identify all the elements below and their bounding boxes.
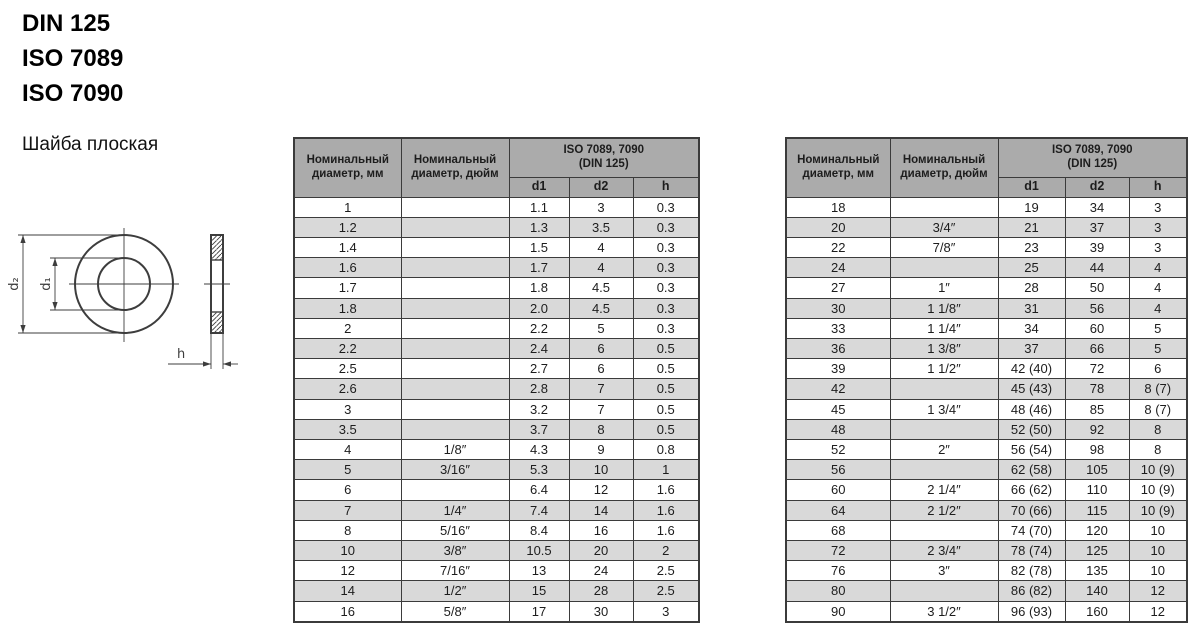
table-row	[786, 379, 1187, 399]
table-cell: 1/4″	[401, 500, 509, 520]
table-cell: 0.3	[633, 237, 699, 257]
col-header-h: h	[633, 177, 699, 197]
table-cell: 5	[1129, 318, 1187, 338]
table-cell: 1.6	[633, 520, 699, 540]
table-cell: 2	[633, 540, 699, 560]
table-cell	[401, 379, 509, 399]
table-cell: 135	[1065, 561, 1129, 581]
table-row	[294, 278, 699, 298]
table-cell: 52 (50)	[998, 419, 1065, 439]
table-cell: 110	[1065, 480, 1129, 500]
table-cell: 2.0	[509, 298, 569, 318]
table-cell: 10 (9)	[1129, 500, 1187, 520]
table-cell: 8 (7)	[1129, 379, 1187, 399]
table-row	[294, 561, 699, 581]
table-cell: 2.4	[509, 338, 569, 358]
table-cell: 6.4	[509, 480, 569, 500]
table-row	[294, 480, 699, 500]
washer-dimensions-table-large-sizes	[785, 137, 1188, 623]
table-cell: 56	[786, 460, 890, 480]
table-cell: 1.7	[509, 258, 569, 278]
table-cell: 4	[294, 439, 401, 459]
table-cell: 37	[998, 338, 1065, 358]
table-cell: 1.5	[509, 237, 569, 257]
d1-label: d₁	[39, 277, 54, 291]
table-cell: 66	[1065, 338, 1129, 358]
table-cell: 20	[786, 217, 890, 237]
table-row	[786, 197, 1187, 217]
table-cell: 10	[1129, 561, 1187, 581]
table-row	[294, 520, 699, 540]
table-cell: 2.2	[294, 338, 401, 358]
table-cell: 7/16″	[401, 561, 509, 581]
col-header-nominal-inch: Номинальный диаметр, дюйм	[401, 138, 509, 197]
table-cell: 1 1/8″	[890, 298, 998, 318]
table-cell: 2.5	[633, 581, 699, 601]
table-cell: 92	[1065, 419, 1129, 439]
table-row	[786, 278, 1187, 298]
table-cell: 8	[294, 520, 401, 540]
table-cell: 1	[633, 460, 699, 480]
table-cell: 4	[1129, 258, 1187, 278]
table-cell	[401, 419, 509, 439]
table-cell: 1/2″	[401, 581, 509, 601]
table-cell: 15	[509, 581, 569, 601]
table-cell: 3.5	[569, 217, 633, 237]
table-cell	[401, 237, 509, 257]
table-cell: 16	[569, 520, 633, 540]
hatch-bottom	[211, 312, 223, 333]
table-cell: 24	[786, 258, 890, 278]
table-cell: 4	[1129, 298, 1187, 318]
table-cell: 36	[786, 338, 890, 358]
table-cell: 1 3/8″	[890, 338, 998, 358]
table-cell: 2 3/4″	[890, 540, 998, 560]
col-header-nominal-mm: Номинальный диаметр, мм	[294, 138, 401, 197]
col-header-d1: d1	[998, 177, 1065, 197]
table-cell: 3	[569, 197, 633, 217]
table-row	[294, 500, 699, 520]
table-cell: 17	[509, 601, 569, 622]
table-row	[294, 359, 699, 379]
table-cell: 42	[786, 379, 890, 399]
table-cell: 60	[786, 480, 890, 500]
table-row	[786, 460, 1187, 480]
table-cell: 70 (66)	[998, 500, 1065, 520]
table-cell: 105	[1065, 460, 1129, 480]
table-row	[786, 480, 1187, 500]
table-cell: 6	[1129, 359, 1187, 379]
table-cell: 66 (62)	[998, 480, 1065, 500]
table-cell	[890, 520, 998, 540]
table-cell: 4	[569, 258, 633, 278]
table-cell: 12	[1129, 581, 1187, 601]
table-row	[786, 399, 1187, 419]
table-cell: 6	[294, 480, 401, 500]
table-cell: 18	[786, 197, 890, 217]
table-cell	[401, 258, 509, 278]
table-cell: 10	[569, 460, 633, 480]
table-cell	[890, 379, 998, 399]
table-cell: 3/4″	[890, 217, 998, 237]
table-cell	[401, 318, 509, 338]
table-cell	[401, 480, 509, 500]
data-table	[293, 137, 700, 623]
table-cell: 20	[569, 540, 633, 560]
standards-title-block	[22, 6, 123, 111]
table-cell: 72	[1065, 359, 1129, 379]
table-cell: 64	[786, 500, 890, 520]
table-cell: 2.7	[509, 359, 569, 379]
table-cell: 125	[1065, 540, 1129, 560]
col-header-nominal-inch: Номинальный диаметр, дюйм	[890, 138, 998, 197]
table-row	[294, 540, 699, 560]
table-cell: 8	[1129, 439, 1187, 459]
table-row	[294, 601, 699, 622]
table-cell: 5.3	[509, 460, 569, 480]
table-cell: 0.5	[633, 338, 699, 358]
table-cell: 62 (58)	[998, 460, 1065, 480]
table-row	[786, 500, 1187, 520]
table-cell: 19	[998, 197, 1065, 217]
iso-group-line1: ISO 7089, 7090	[563, 144, 645, 157]
table-cell: 10	[294, 540, 401, 560]
table-body	[786, 197, 1187, 622]
col-header-d2: d2	[569, 177, 633, 197]
table-cell: 7	[569, 399, 633, 419]
table-cell: 2 1/2″	[890, 500, 998, 520]
table-row	[786, 258, 1187, 278]
table-cell: 1	[294, 197, 401, 217]
table-cell: 2	[294, 318, 401, 338]
table-cell: 16	[294, 601, 401, 622]
table-cell: 13	[509, 561, 569, 581]
table-cell: 10	[1129, 520, 1187, 540]
table-cell: 21	[998, 217, 1065, 237]
table-row	[294, 217, 699, 237]
d2-label: d₂	[7, 277, 22, 291]
washer-front-view	[69, 228, 179, 342]
table-row	[786, 561, 1187, 581]
table-cell: 1.6	[633, 480, 699, 500]
table-cell: 25	[998, 258, 1065, 278]
table-cell: 50	[1065, 278, 1129, 298]
table-cell: 37	[1065, 217, 1129, 237]
table-cell: 6	[569, 359, 633, 379]
table-cell: 1.6	[633, 500, 699, 520]
table-cell	[401, 278, 509, 298]
table-cell: 2.8	[509, 379, 569, 399]
table-cell: 33	[786, 318, 890, 338]
table-cell: 3	[1129, 217, 1187, 237]
table-cell: 80	[786, 581, 890, 601]
table-cell: 5/16″	[401, 520, 509, 540]
table-row	[294, 460, 699, 480]
table-cell: 9	[569, 439, 633, 459]
table-row	[786, 298, 1187, 318]
table-cell: 0.3	[633, 298, 699, 318]
table-cell: 3	[294, 399, 401, 419]
table-cell: 6	[569, 338, 633, 358]
table-cell: 2.2	[509, 318, 569, 338]
table-row	[294, 318, 699, 338]
table-row	[786, 419, 1187, 439]
table-cell	[890, 197, 998, 217]
table-cell: 74 (70)	[998, 520, 1065, 540]
table-row	[786, 318, 1187, 338]
table-cell: 1 1/2″	[890, 359, 998, 379]
dimension-h	[168, 333, 238, 369]
table-cell: 14	[569, 500, 633, 520]
table-cell: 0.3	[633, 217, 699, 237]
table-row	[294, 399, 699, 419]
table-cell: 140	[1065, 581, 1129, 601]
table-cell	[890, 419, 998, 439]
table-cell: 27	[786, 278, 890, 298]
table-cell: 2.5	[294, 359, 401, 379]
table-cell: 86 (82)	[998, 581, 1065, 601]
table-cell: 3	[1129, 237, 1187, 257]
table-cell: 2.5	[633, 561, 699, 581]
table-cell: 68	[786, 520, 890, 540]
col-header-iso-group	[998, 138, 1187, 177]
table-cell: 2″	[890, 439, 998, 459]
table-row	[294, 379, 699, 399]
table-cell: 0.5	[633, 399, 699, 419]
table-cell: 3/16″	[401, 460, 509, 480]
table-cell: 28	[569, 581, 633, 601]
table-row	[786, 237, 1187, 257]
table-cell: 5/8″	[401, 601, 509, 622]
iso-group-line2: (DIN 125)	[578, 157, 629, 170]
iso-group-line1: ISO 7089, 7090	[1051, 144, 1133, 157]
washer-dimensions-table-small-sizes	[293, 137, 700, 623]
table-cell: 98	[1065, 439, 1129, 459]
table-row	[294, 581, 699, 601]
table-cell: 0.5	[633, 359, 699, 379]
table-cell: 3″	[890, 561, 998, 581]
hatch-top	[211, 235, 223, 260]
col-header-h: h	[1129, 177, 1187, 197]
table-cell: 12	[1129, 601, 1187, 622]
table-cell: 34	[998, 318, 1065, 338]
table-cell: 34	[1065, 197, 1129, 217]
table-row	[294, 298, 699, 318]
washer-section-view	[204, 235, 230, 333]
col-header-iso-group	[509, 138, 699, 177]
washer-technical-drawing	[5, 218, 255, 378]
table-row	[294, 197, 699, 217]
table-cell: 78 (74)	[998, 540, 1065, 560]
table-row	[294, 419, 699, 439]
table-cell: 8	[1129, 419, 1187, 439]
table-cell: 1.1	[509, 197, 569, 217]
table-header	[786, 138, 1187, 197]
table-cell: 160	[1065, 601, 1129, 622]
table-cell: 1.6	[294, 258, 401, 278]
table-cell: 2.6	[294, 379, 401, 399]
table-cell: 42 (40)	[998, 359, 1065, 379]
table-cell: 3	[633, 601, 699, 622]
table-cell: 1.3	[509, 217, 569, 237]
table-cell: 8	[569, 419, 633, 439]
table-cell: 3.5	[294, 419, 401, 439]
table-cell	[401, 217, 509, 237]
product-name: Шайба плоская	[22, 134, 159, 155]
table-cell	[890, 460, 998, 480]
table-cell: 56	[1065, 298, 1129, 318]
table-cell: 39	[1065, 237, 1129, 257]
table-cell: 1 3/4″	[890, 399, 998, 419]
table-cell: 10 (9)	[1129, 460, 1187, 480]
table-cell: 10	[1129, 540, 1187, 560]
table-cell: 60	[1065, 318, 1129, 338]
table-cell: 4	[1129, 278, 1187, 298]
table-cell	[401, 298, 509, 318]
table-cell: 1.8	[294, 298, 401, 318]
table-cell: 1/8″	[401, 439, 509, 459]
table-cell: 90	[786, 601, 890, 622]
table-cell: 2 1/4″	[890, 480, 998, 500]
table-cell: 3 1/2″	[890, 601, 998, 622]
table-cell: 0.3	[633, 318, 699, 338]
table-cell: 0.3	[633, 197, 699, 217]
table-cell: 7/8″	[890, 237, 998, 257]
table-cell: 44	[1065, 258, 1129, 278]
h-label: h	[177, 347, 186, 362]
table-cell: 23	[998, 237, 1065, 257]
table-cell: 8.4	[509, 520, 569, 540]
table-cell: 5	[569, 318, 633, 338]
table-cell: 78	[1065, 379, 1129, 399]
table-row	[786, 540, 1187, 560]
table-cell: 0.3	[633, 258, 699, 278]
table-cell: 3.7	[509, 419, 569, 439]
table-cell	[401, 359, 509, 379]
table-cell: 14	[294, 581, 401, 601]
table-cell: 4.5	[569, 298, 633, 318]
table-row	[786, 581, 1187, 601]
table-cell: 85	[1065, 399, 1129, 419]
table-row	[786, 520, 1187, 540]
col-header-d1: d1	[509, 177, 569, 197]
table-cell: 12	[569, 480, 633, 500]
table-row	[786, 338, 1187, 358]
table-cell	[401, 399, 509, 419]
table-cell: 115	[1065, 500, 1129, 520]
table-cell: 76	[786, 561, 890, 581]
table-row	[786, 439, 1187, 459]
table-cell: 4.5	[569, 278, 633, 298]
table-row	[786, 217, 1187, 237]
table-cell: 5	[1129, 338, 1187, 358]
table-cell: 22	[786, 237, 890, 257]
table-cell: 96 (93)	[998, 601, 1065, 622]
iso-group-line2: (DIN 125)	[1067, 157, 1118, 170]
table-row	[294, 439, 699, 459]
table-cell: 30	[569, 601, 633, 622]
table-cell: 28	[998, 278, 1065, 298]
table-cell: 4.3	[509, 439, 569, 459]
standard-iso-7090: ISO 7090	[22, 80, 124, 107]
table-body	[294, 197, 699, 622]
table-cell: 7	[294, 500, 401, 520]
table-cell: 1.7	[294, 278, 401, 298]
col-header-d2: d2	[1065, 177, 1129, 197]
table-row	[294, 237, 699, 257]
table-cell: 1.4	[294, 237, 401, 257]
table-row	[294, 258, 699, 278]
table-cell: 1.2	[294, 217, 401, 237]
table-cell: 1.8	[509, 278, 569, 298]
table-cell: 10.5	[509, 540, 569, 560]
table-cell: 10 (9)	[1129, 480, 1187, 500]
table-cell: 45	[786, 399, 890, 419]
table-cell: 48	[786, 419, 890, 439]
table-cell: 5	[294, 460, 401, 480]
table-cell: 3	[1129, 197, 1187, 217]
table-cell: 52	[786, 439, 890, 459]
table-cell: 3.2	[509, 399, 569, 419]
table-cell: 1 1/4″	[890, 318, 998, 338]
table-cell: 56 (54)	[998, 439, 1065, 459]
table-cell: 0.8	[633, 439, 699, 459]
table-cell: 0.5	[633, 379, 699, 399]
table-row	[786, 359, 1187, 379]
table-cell: 72	[786, 540, 890, 560]
table-row	[786, 601, 1187, 622]
standard-din: DIN 125	[22, 10, 111, 37]
table-cell	[401, 197, 509, 217]
table-cell: 82 (78)	[998, 561, 1065, 581]
table-cell: 0.3	[633, 278, 699, 298]
table-cell: 3/8″	[401, 540, 509, 560]
table-cell: 12	[294, 561, 401, 581]
col-header-nominal-mm: Номинальный диаметр, мм	[786, 138, 890, 197]
table-cell: 8 (7)	[1129, 399, 1187, 419]
data-table	[785, 137, 1188, 623]
table-cell: 24	[569, 561, 633, 581]
table-cell	[401, 338, 509, 358]
table-cell	[890, 581, 998, 601]
table-cell: 45 (43)	[998, 379, 1065, 399]
table-cell: 7	[569, 379, 633, 399]
table-cell: 39	[786, 359, 890, 379]
table-cell: 0.5	[633, 419, 699, 439]
table-cell: 30	[786, 298, 890, 318]
standard-iso-7089: ISO 7089	[22, 45, 124, 72]
table-cell: 31	[998, 298, 1065, 318]
table-header	[294, 138, 699, 197]
table-cell: 7.4	[509, 500, 569, 520]
table-cell: 4	[569, 237, 633, 257]
table-row	[294, 338, 699, 358]
table-cell: 48 (46)	[998, 399, 1065, 419]
table-cell: 1″	[890, 278, 998, 298]
table-cell	[890, 258, 998, 278]
table-cell: 120	[1065, 520, 1129, 540]
